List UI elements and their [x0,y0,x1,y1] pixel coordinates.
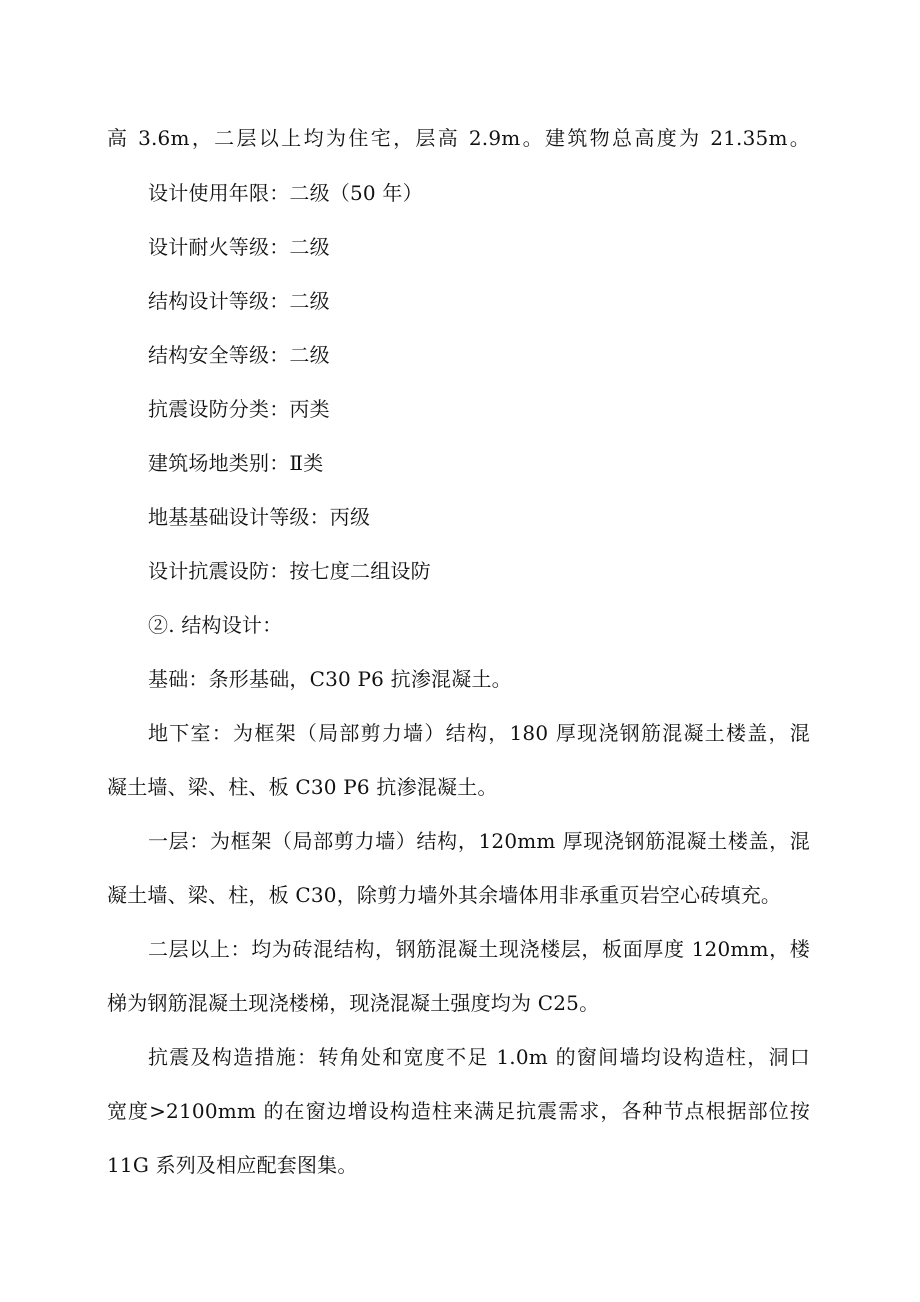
text-line-12: 地下室：为框架（局部剪力墙）结构，180 厚现浇钢筋混凝土楼盖，混 [148,721,810,745]
text-line-11: 基础：条形基础，C30 P6 抗渗混凝土。 [148,667,512,691]
text-line-8: 地基基础设计等级：丙级 [148,505,371,529]
text-line-9: 设计抗震设防：按七度二组设防 [148,559,431,583]
text-line-16: 二层以上：均为砖混结构，钢筋混凝土现浇楼层，板面厚度 120mm，楼 [148,937,810,961]
text-line-3: 设计耐火等级：二级 [148,235,330,259]
text-line-20: 11G 系列及相应配套图集。 [107,1153,358,1177]
text-line-7: 建筑场地类别：Ⅱ类 [148,451,324,475]
text-line-13: 凝土墙、梁、柱、板 C30 P6 抗渗混凝土。 [107,775,498,799]
text-line-1: 高 3.6m，二层以上均为住宅，层高 2.9m。建筑物总高度为 21.35m。 [107,126,810,150]
text-line-6: 抗震设防分类：丙类 [148,397,330,421]
text-line-2: 设计使用年限：二级（50 年） [148,181,423,205]
text-line-17: 梯为钢筋混凝土现浇楼梯，现浇混凝土强度均为 C25。 [107,991,600,1015]
section-heading-structural-design: ②. 结构设计： [148,613,283,637]
text-line-18: 抗震及构造措施：转角处和宽度不足 1.0m 的窗间墙均设构造柱，洞口 [148,1045,810,1069]
text-line-14: 一层：为框架（局部剪力墙）结构，120mm 厚现浇钢筋混凝土楼盖，混 [148,829,810,853]
text-line-4: 结构设计等级：二级 [148,289,330,313]
text-line-15: 凝土墙、梁、柱，板 C30，除剪力墙外其余墙体用非承重页岩空心砖填充。 [107,883,782,907]
text-line-19: 宽度>2100mm 的在窗边增设构造柱来满足抗震需求，各种节点根据部位按 [107,1099,810,1123]
text-line-5: 结构安全等级：二级 [148,343,330,367]
